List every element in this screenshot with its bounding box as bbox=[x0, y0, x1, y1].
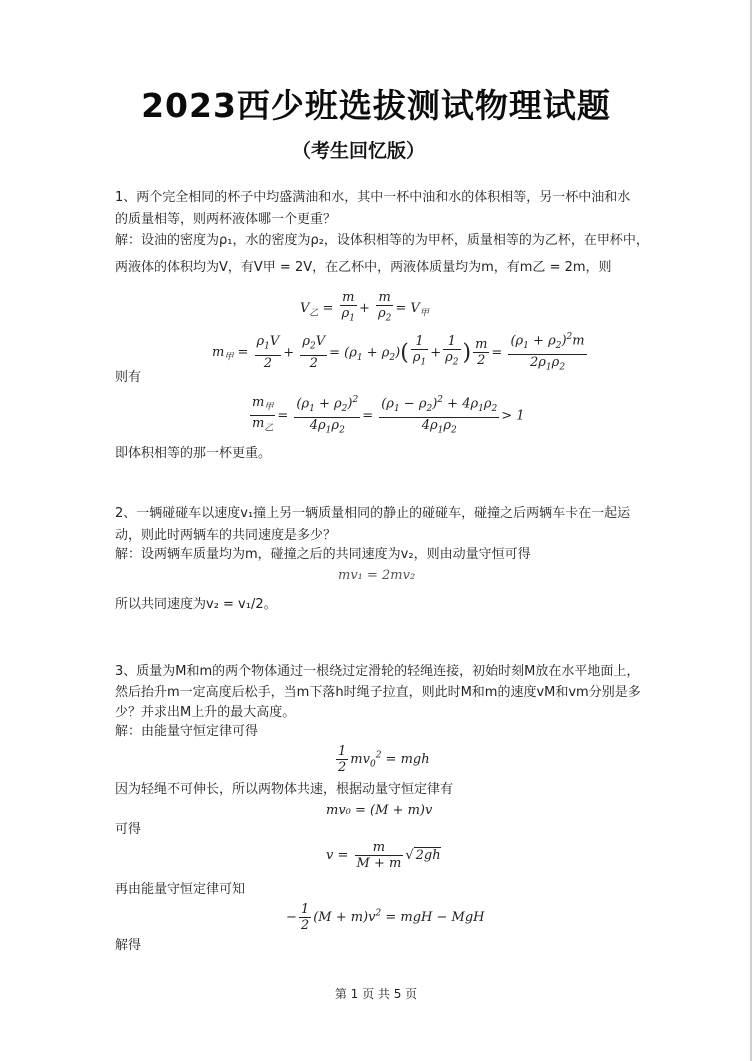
q2-line2: 动，则此时两辆车的共同速度是多少？ bbox=[115, 528, 337, 543]
q3-line2: 然后抬升m一定高度后松手，当m下落h时绳子拉直，则此时M和m的速度vM和vm分别是多 bbox=[115, 685, 641, 700]
q3-line1: 3、质量为M和m的两个物体通过一根绕过定滑轮的轻绳连接，初始时刻M放在水平地面上， bbox=[115, 664, 640, 679]
q2-conclusion: 所以共同速度为v₂ = v₁/2。 bbox=[115, 597, 277, 612]
q3-equation-height: − $\frac{1}{2}$ $(M + m)v^2$ = mgH − MgH bbox=[286, 902, 485, 933]
q1-equation-ratio: $m_甲$ $m_乙$ = $\frac{(\rho_1 + \rho_2)^2}{4\rho_1\rho_2}$ = $\frac{(\rho_1 - \rho_2)^2 + 4\rho_1\rho_2}{4\rho_1\rho_2}$ > 1 bbox=[252, 394, 525, 436]
q3-equation-velocity: v = $\frac{m}{M + m}$ √ 2gh bbox=[326, 840, 441, 871]
q2-solution-line1: 解：设两辆车质量均为m，碰撞之后的共同速度为v₂，则由动量守恒可得 bbox=[115, 547, 531, 562]
q3-text-obtain: 可得 bbox=[115, 822, 142, 837]
q2-equation-momentum: mv₁ = 2mv₂ bbox=[338, 568, 416, 583]
q3-line3: 少？并求出M上升的最大高度。 bbox=[115, 705, 296, 720]
q1-solution-line1: 解：设油的密度为ρ₁，水的密度为ρ₂，设体积相等的为甲杯，质量相等的为乙杯，在甲杯中， bbox=[115, 233, 649, 248]
q1-equation-mass: $m_甲$ = $\frac{\rho_1V}{2}$ + $\frac{\rho_2V}{2}$ = $(\rho_1 + \rho_2)$( $\frac{1}{\rho_1}$ + $\frac{1}{\rho_2}$ ) $\frac{m}{2}$ = $\frac{(\rho_1 + \rho_2)^2m}{2\rho_1\rho_2}$ bbox=[212, 332, 585, 373]
q3-text-equal-speed: 因为轻绳不可伸长，所以两物体共速，根据动量守恒定律有 bbox=[115, 782, 454, 797]
page-title: 2023西少班选拔测试物理试题 bbox=[141, 86, 611, 125]
q2-line1: 2、一辆碰碰车以速度v₁撞上另一辆质量相同的静止的碰碰车，碰撞之后两辆车卡在一起运 bbox=[115, 506, 631, 521]
q1-solution-line2: 两液体的体积均为V，有V甲 = 2V，在乙杯中，两液体质量均为m，有m乙 = 2m，则 bbox=[115, 260, 612, 275]
q3-equation-energy: $\frac{1}{2}$ $mv_0^2$ = mgh bbox=[338, 744, 430, 775]
q3-equation-momentum: mv₀ = (M + m)v bbox=[326, 803, 433, 818]
q3-text-solve: 解得 bbox=[115, 938, 142, 953]
q1-equation-volume: $V_乙$ = $\frac{m}{\rho_1}$ + $\frac{m}{\rho_2}$ = $V_甲$ bbox=[300, 290, 429, 324]
q3-text-energy-again: 再由能量守恒定律可知 bbox=[115, 882, 246, 897]
q1-conclusion: 即体积相等的那一杯更重。 bbox=[115, 446, 272, 461]
q3-solution-line1: 解：由能量守恒定律可得 bbox=[115, 724, 259, 739]
q1-line1: 1、两个完全相同的杯子中均盛满油和水，其中一杯中油和水的体积相等，另一杯中油和水 bbox=[115, 190, 631, 205]
page-subtitle: （考生回忆版） bbox=[292, 140, 426, 162]
q1-then-label: 则有 bbox=[115, 370, 142, 385]
page-footer: 第 1 页 共 5 页 bbox=[334, 987, 418, 1001]
q1-line2: 的质量相等，则两杯液体哪一个更重？ bbox=[115, 212, 337, 227]
